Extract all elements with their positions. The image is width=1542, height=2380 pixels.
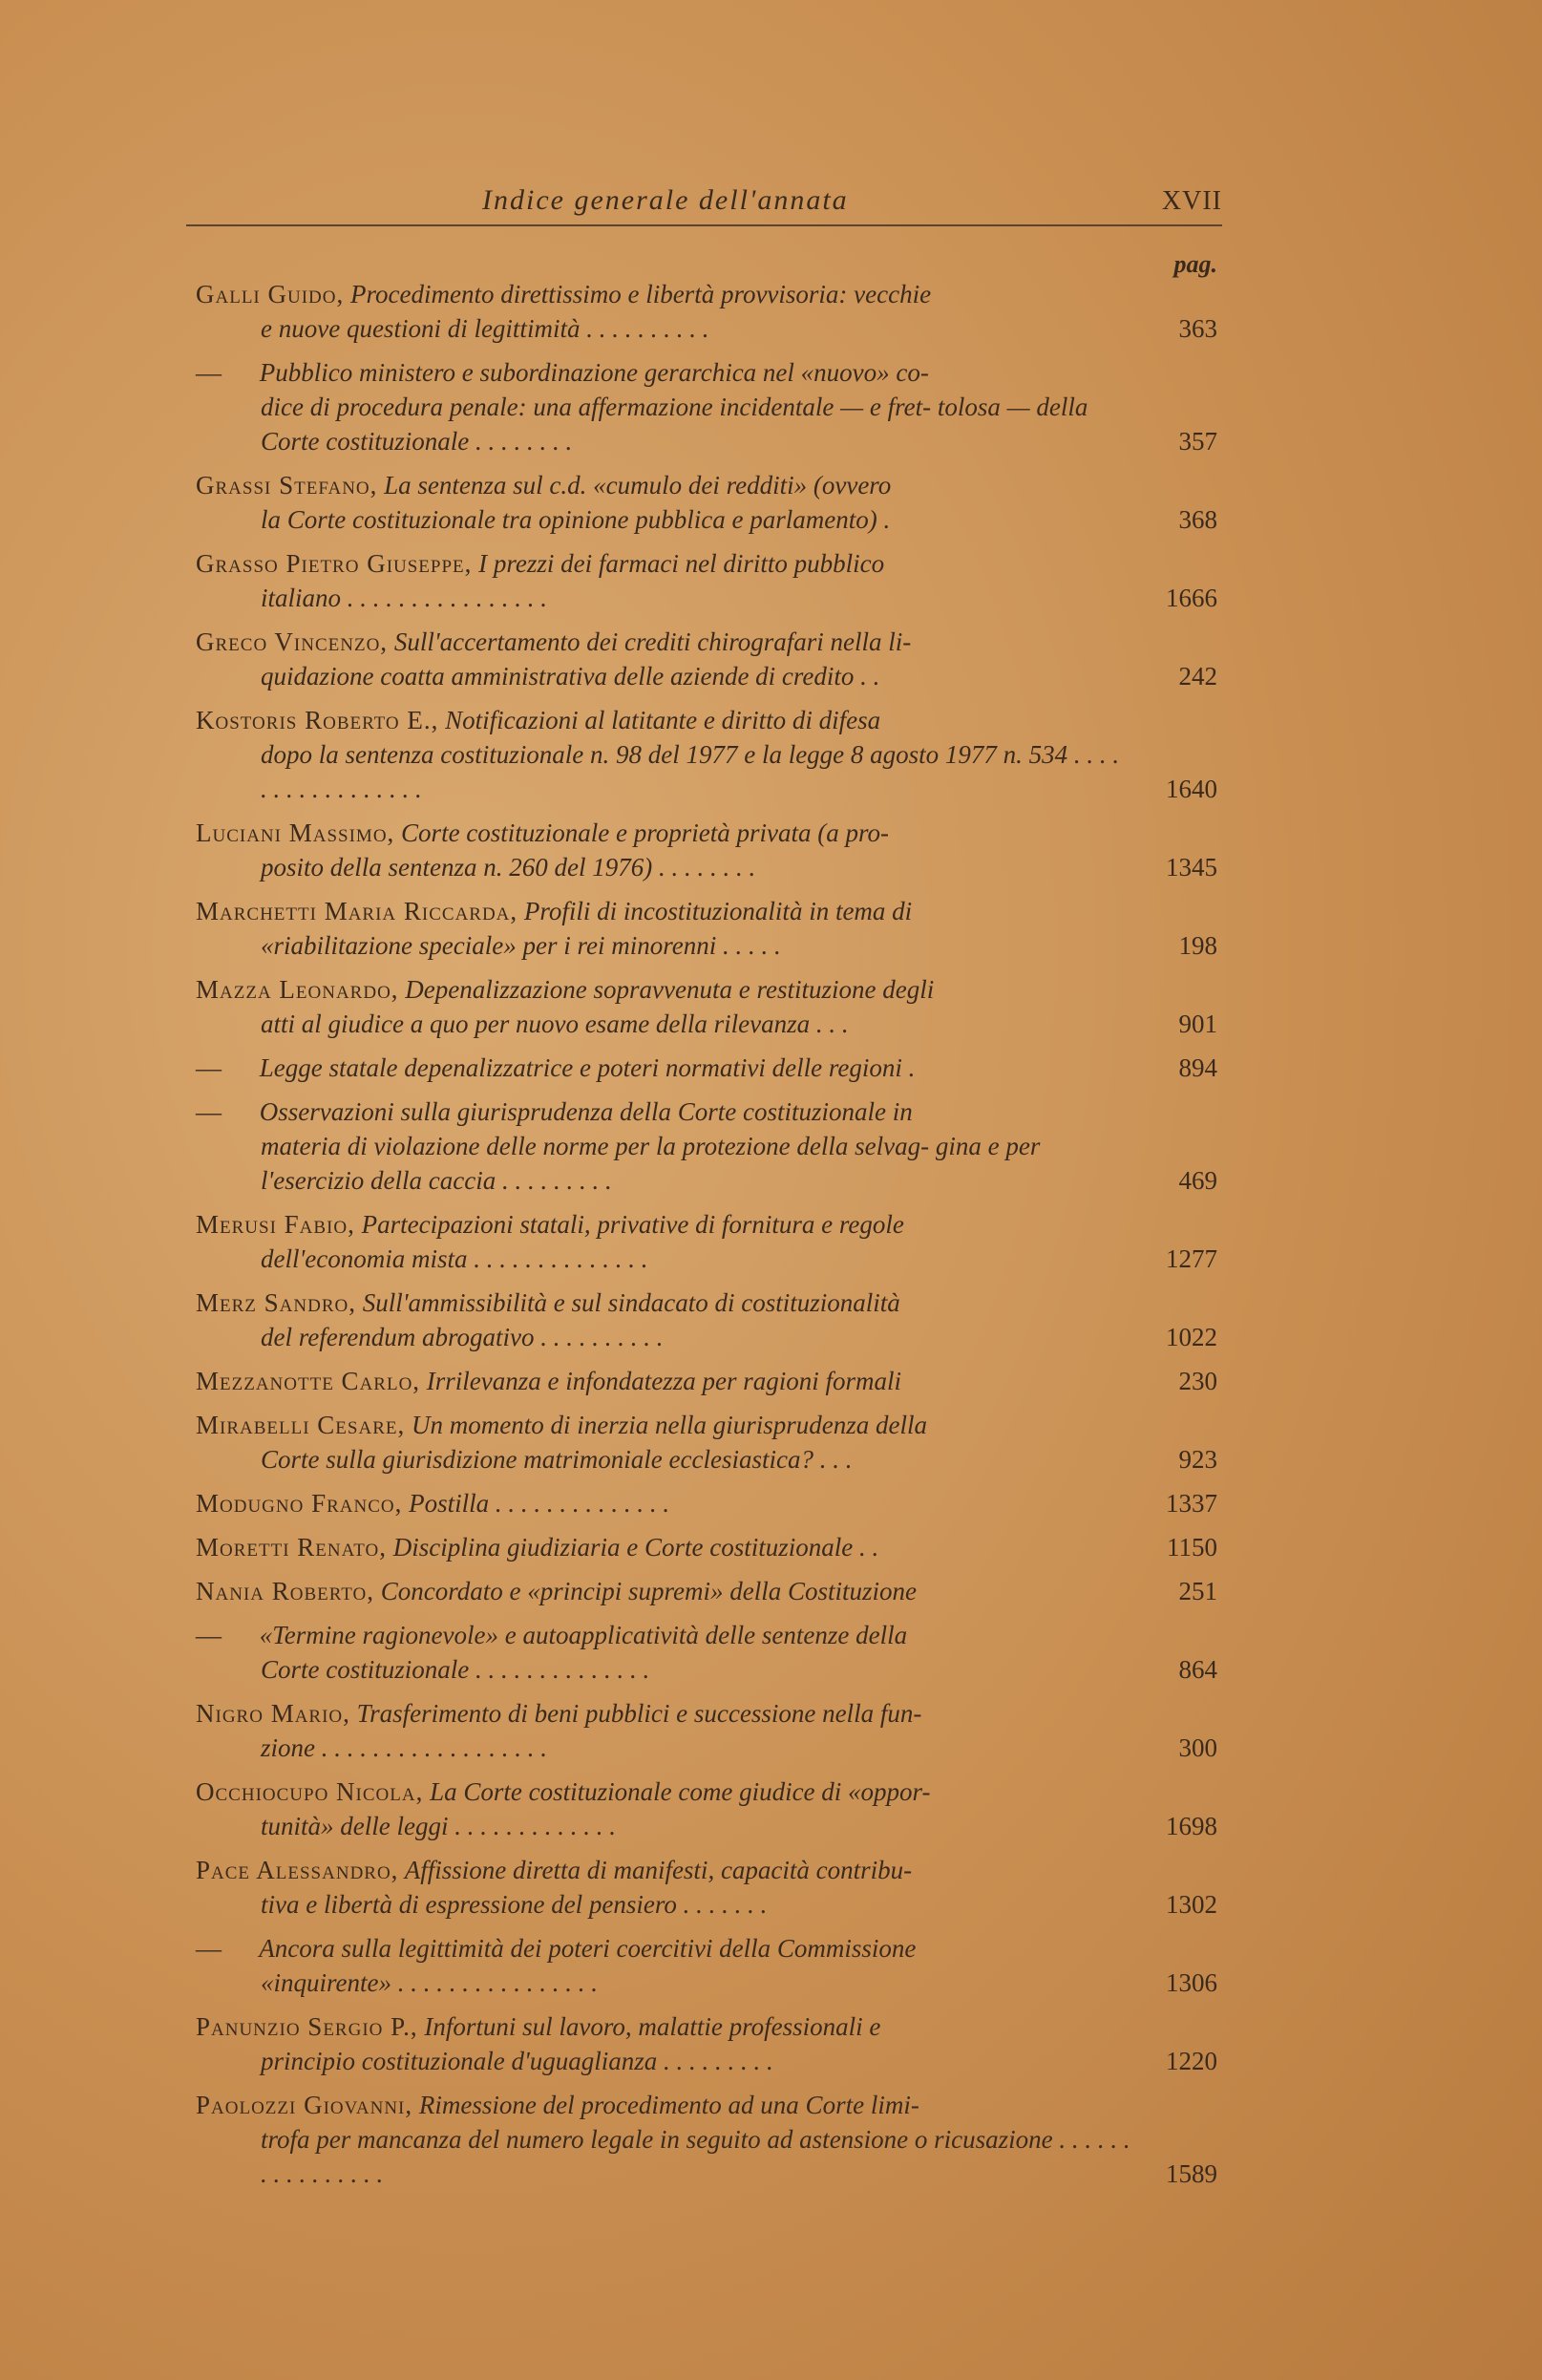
entry-author: —	[196, 1934, 222, 1963]
entry-page-number: 894	[1178, 1053, 1217, 1082]
entry-page-number: 357	[1178, 427, 1217, 456]
entry-title: Un momento di inerzia nella giurisprudenza della	[405, 1411, 927, 1439]
index-entry	[196, 1286, 1217, 1354]
index-list	[196, 277, 1217, 2200]
entry-first-line	[196, 2009, 1131, 2044]
index-entry	[196, 1530, 1217, 1564]
entry-title: Sull'accertamento dei crediti chirografari nella li-	[388, 627, 912, 656]
entry-title: Concordato e «principi supremi» della Costituzione	[374, 1577, 917, 1605]
entry-title: Procedimento direttissimo e libertà provvisoria: vecchie	[344, 280, 932, 308]
entry-first-line	[196, 1408, 1131, 1442]
index-entry	[196, 1853, 1217, 1922]
entry-author: Luciani Massimo,	[196, 818, 395, 847]
entry-title: Partecipazioni statali, privative di fornitura e regole	[354, 1210, 904, 1239]
entry-author: Modugno Franco,	[196, 1489, 403, 1518]
entry-continuation: tunità» delle leggi . . . . . . . . . . . . .	[261, 1812, 616, 1840]
entry-author: Mezzanotte Carlo,	[196, 1367, 421, 1395]
index-entry	[196, 972, 1217, 1041]
index-entry	[196, 2009, 1217, 2078]
entry-continuation: tiva e libertà di espressione del pensiero . . . . . . .	[261, 1890, 768, 1919]
entry-page-number: 1150	[1167, 1533, 1217, 1562]
entry-page-number: 198	[1178, 931, 1217, 960]
entry-page-number: 1022	[1166, 1323, 1217, 1351]
entry-continuation: «inquirente» . . . . . . . . . . . . . . . .	[261, 1968, 598, 1997]
entry-title: Disciplina giudiziaria e Corte costituzionale . .	[386, 1533, 879, 1562]
entry-first-line	[196, 1696, 1131, 1731]
index-entry	[196, 355, 1217, 458]
entry-continuation: posito della sentenza n. 260 del 1976) . . . . . . . .	[261, 853, 756, 882]
index-entry	[196, 1618, 1217, 1687]
entry-page-number: 230	[1178, 1367, 1217, 1395]
entry-continuation: zione . . . . . . . . . . . . . . . . . .	[261, 1733, 547, 1762]
entry-continuation: e nuove questioni di legittimità . . . . . . . . . .	[261, 314, 709, 343]
index-entry	[196, 1364, 1217, 1398]
entry-author: Greco Vincenzo,	[196, 627, 389, 656]
index-entry	[196, 625, 1217, 693]
entry-author: Grasso Pietro Giuseppe,	[196, 549, 473, 578]
pag-column-label: pag.	[1173, 250, 1217, 278]
entry-first-line	[196, 1853, 1131, 1887]
entry-title: Trasferimento di beni pubblici e successione nella fun-	[349, 1699, 922, 1728]
entry-first-line	[196, 1530, 1131, 1564]
entry-author: —	[196, 1053, 222, 1082]
entry-first-line	[196, 1774, 1131, 1809]
entry-author: —	[196, 1097, 222, 1126]
entry-first-line	[196, 1094, 1131, 1129]
entry-first-line	[196, 625, 1131, 659]
entry-title: Rimessione del procedimento ad una Corte limi-	[412, 2091, 919, 2119]
entry-first-line	[196, 277, 1131, 311]
entry-continuation: trofa per mancanza del numero legale in seguito ad astensione o ricusazione . . . . . . . . . . . . . . . .	[261, 2125, 1130, 2188]
entry-title: Pubblico ministero e subordinazione gerarchica nel «nuovo» co-	[253, 358, 929, 387]
running-head	[186, 177, 1222, 226]
entry-author: Mazza Leonardo,	[196, 975, 399, 1004]
entry-author: Galli Guido,	[196, 280, 345, 308]
entry-title: «Termine ragionevole» e autoapplicatività delle sentenze della	[253, 1621, 908, 1649]
entry-continuation: atti al giudice a quo per nuovo esame della rilevanza . . .	[261, 1009, 849, 1038]
entry-page-number: 1589	[1166, 2159, 1217, 2188]
index-entry	[196, 1486, 1217, 1520]
entry-continuation: «riabilitazione speciale» per i rei minorenni . . . . .	[261, 931, 781, 960]
entry-page-number: 1220	[1166, 2047, 1217, 2075]
entry-title: La sentenza sul c.d. «cumulo dei redditi» (ovvero	[377, 471, 892, 499]
entry-page-number: 363	[1178, 314, 1217, 343]
entry-first-line	[196, 703, 1131, 737]
entry-author: Nigro Mario,	[196, 1699, 350, 1728]
entry-page-number: 469	[1178, 1166, 1217, 1195]
entry-continuation: materia di violazione delle norme per la protezione della selvag- gina e per l'esercizio della caccia . . . . . . . . .	[261, 1132, 1041, 1195]
index-entry	[196, 816, 1217, 884]
entry-author: Panunzio Sergio P.,	[196, 2012, 418, 2041]
entry-title: La Corte costituzionale come giudice di «oppor-	[423, 1777, 931, 1806]
entry-title: Profili di incostituzionalità in tema di	[518, 897, 913, 925]
entry-first-line	[196, 1286, 1131, 1320]
entry-title: Irrilevanza e infondatezza per ragioni formali	[420, 1367, 902, 1395]
entry-title: Legge statale depenalizzatrice e poteri normativi delle regioni .	[253, 1053, 916, 1082]
entry-title: Postilla . . . . . . . . . . . . . .	[402, 1489, 670, 1518]
index-entry	[196, 703, 1217, 806]
entry-title: I prezzi dei farmaci nel diritto pubblico	[472, 549, 885, 578]
entry-page-number: 901	[1178, 1009, 1217, 1038]
entry-author: Paolozzi Giovanni,	[196, 2091, 413, 2119]
entry-first-line	[196, 894, 1131, 928]
entry-page-number: 242	[1178, 662, 1217, 691]
entry-first-line	[196, 355, 1131, 390]
entry-continuation: dice di procedura penale: una affermazione incidentale — e fret- tolosa — della Corte costituzionale . . . . . . . .	[261, 393, 1088, 456]
entry-first-line	[196, 1574, 1131, 1608]
index-entry	[196, 1051, 1217, 1085]
entry-continuation: Corte sulla giurisdizione matrimoniale ecclesiastica? . . .	[261, 1445, 853, 1474]
entry-title: Corte costituzionale e proprietà privata (a pro-	[394, 818, 890, 847]
entry-author: Mirabelli Cesare,	[196, 1411, 406, 1439]
index-entry	[196, 1574, 1217, 1608]
entry-first-line	[196, 1931, 1131, 1966]
entry-page-number: 1306	[1166, 1968, 1217, 1997]
running-head-title: Indice generale dell'annata	[482, 184, 849, 216]
entry-page-number: 1337	[1166, 1489, 1217, 1518]
entry-continuation: dopo la sentenza costituzionale n. 98 del 1977 e la legge 8 agosto 1977 n. 534 . . . . . . . . . . . . . . . . .	[261, 740, 1120, 803]
entry-author: Kostoris Roberto E.,	[196, 706, 439, 734]
entry-continuation: principio costituzionale d'uguaglianza . . . . . . . . .	[261, 2047, 773, 2075]
entry-page-number: 1666	[1166, 584, 1217, 612]
entry-page-number: 923	[1178, 1445, 1217, 1474]
entry-title: Osservazioni sulla giurisprudenza della Corte costituzionale in	[253, 1097, 913, 1126]
index-entry	[196, 894, 1217, 963]
entry-author: Merz Sandro,	[196, 1288, 356, 1317]
entry-continuation: del referendum abrogativo . . . . . . . . . .	[261, 1323, 664, 1351]
entry-first-line	[196, 1207, 1131, 1242]
index-entry	[196, 1408, 1217, 1477]
entry-page-number: 864	[1178, 1655, 1217, 1684]
entry-title: Notificazioni al latitante e diritto di difesa	[438, 706, 881, 734]
entry-first-line	[196, 816, 1131, 850]
entry-author: Moretti Renato,	[196, 1533, 387, 1562]
page-number-roman: XVII	[1161, 186, 1222, 216]
entry-first-line	[196, 1486, 1131, 1520]
entry-author: Grassi Stefano,	[196, 471, 378, 499]
entry-first-line	[196, 972, 1131, 1007]
index-entry	[196, 1931, 1217, 2000]
entry-page-number: 368	[1178, 505, 1217, 534]
entry-first-line	[196, 1364, 1131, 1398]
entry-page-number: 1640	[1166, 775, 1217, 803]
index-entry	[196, 468, 1217, 537]
entry-page-number: 300	[1178, 1733, 1217, 1762]
entry-continuation: dell'economia mista . . . . . . . . . . . . . .	[261, 1244, 648, 1273]
entry-first-line	[196, 1618, 1131, 1652]
entry-author: —	[196, 358, 222, 387]
entry-page-number: 251	[1178, 1577, 1217, 1605]
entry-author: Occhiocupo Nicola,	[196, 1777, 424, 1806]
index-entry	[196, 2088, 1217, 2191]
entry-page-number: 1345	[1166, 853, 1217, 882]
entry-author: —	[196, 1621, 222, 1649]
index-entry	[196, 277, 1217, 346]
entry-title: Ancora sulla legittimità dei poteri coercitivi della Commissione	[253, 1934, 917, 1963]
entry-continuation: la Corte costituzionale tra opinione pubblica e parlamento) .	[261, 505, 891, 534]
entry-first-line	[196, 546, 1131, 581]
index-entry	[196, 1696, 1217, 1765]
entry-title: Infortuni sul lavoro, malattie professionali e	[417, 2012, 881, 2041]
entry-continuation: italiano . . . . . . . . . . . . . . . .	[261, 584, 548, 612]
index-entry	[196, 546, 1217, 615]
entry-page-number: 1277	[1166, 1244, 1217, 1273]
entry-author: Nania Roberto,	[196, 1577, 375, 1605]
entry-first-line	[196, 468, 1131, 502]
entry-title: Affissione diretta di manifesti, capacità contribu-	[398, 1856, 913, 1884]
entry-author: Merusi Fabio,	[196, 1210, 355, 1239]
entry-first-line	[196, 1051, 1131, 1085]
entry-page-number: 1698	[1166, 1812, 1217, 1840]
entry-author: Marchetti Maria Riccarda,	[196, 897, 518, 925]
entry-title: Sull'ammissibilità e sul sindacato di costituzionalità	[355, 1288, 900, 1317]
entry-author: Pace Alessandro,	[196, 1856, 399, 1884]
entry-page-number: 1302	[1166, 1890, 1217, 1919]
index-entry	[196, 1774, 1217, 1843]
entry-title: Depenalizzazione sopravvenuta e restituzione degli	[398, 975, 935, 1004]
index-entry	[196, 1207, 1217, 1276]
entry-continuation: Corte costituzionale . . . . . . . . . . . . . .	[261, 1655, 650, 1684]
entry-continuation: quidazione coatta amministrativa delle aziende di credito . .	[261, 662, 880, 691]
entry-first-line	[196, 2088, 1131, 2122]
index-entry	[196, 1094, 1217, 1198]
